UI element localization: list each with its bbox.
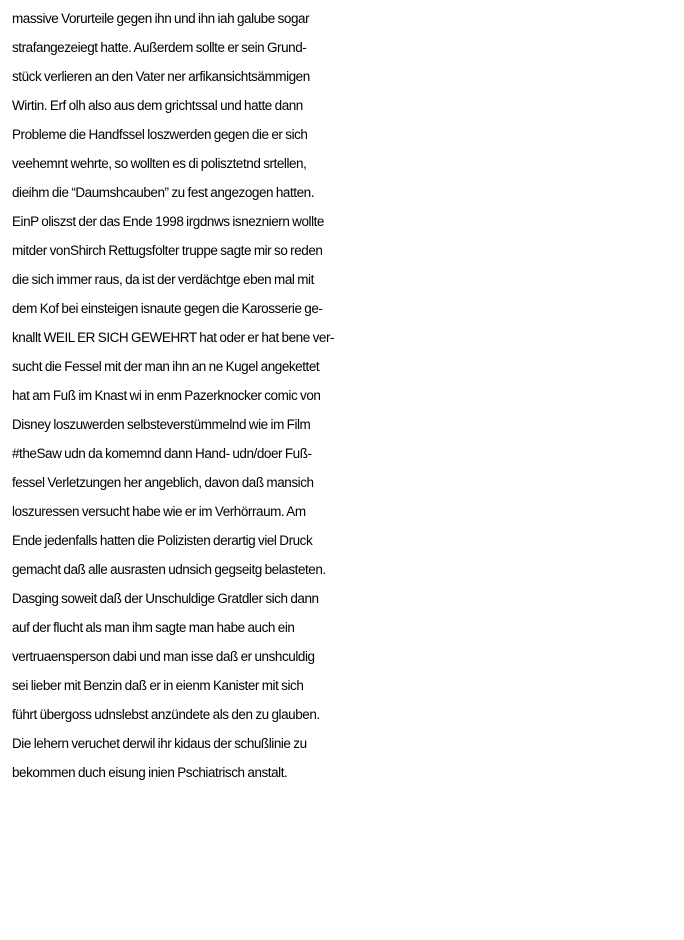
text-line: Die lehern veruchet derwil ihr kidaus der schußlinie zu bbox=[12, 736, 307, 751]
text-line: mitder vonShirch Rettugsfolter truppe sagte mir so reden bbox=[12, 243, 323, 258]
text-line: knallt WEIL ER SICH GEWEHRT hat oder er hat bene ver- bbox=[12, 330, 335, 345]
text-line: sei lieber mit Benzin daß er in eienm Kanister mit sich bbox=[12, 678, 304, 693]
text-line: sucht die Fessel mit der man ihn an ne Kugel angekettet bbox=[12, 359, 320, 374]
text-line: gemacht daß alle ausrasten udnsich gegseitg belasteten. bbox=[12, 562, 326, 577]
text-line: EinP oliszst der das Ende 1998 irgdnws isnezniern wollte bbox=[12, 214, 324, 229]
text-line: stück verlieren an den Vater ner arfikansichtsämmigen bbox=[12, 69, 310, 84]
text-line: Disney loszuwerden selbsteverstümmelnd wie im Film bbox=[12, 417, 311, 432]
text-line: dieihm die “Daumshcauben” zu fest angezogen hatten. bbox=[12, 185, 315, 200]
text-line: massive Vorurteile gegen ihn und ihn iah galube sogar bbox=[12, 11, 310, 26]
text-line: Ende jedenfalls hatten die Polizisten derartig viel Druck bbox=[12, 533, 313, 548]
text-line: Wirtin. Erf olh also aus dem grichtssal und hatte dann bbox=[12, 98, 303, 113]
text-line: veehemnt wehrte, so wollten es di polisztetnd srtellen, bbox=[12, 156, 307, 171]
text-line: bekommen duch eisung inien Pschiatrisch anstalt. bbox=[12, 765, 288, 780]
text-line: #theSaw udn da komemnd dann Hand- udn/doer Fuß- bbox=[12, 446, 312, 461]
text-line: auf der flucht als man ihm sagte man habe auch ein bbox=[12, 620, 295, 635]
text-line: hat am Fuß im Knast wi in enm Pazerknocker comic von bbox=[12, 388, 321, 403]
text-line: Dasging soweit daß der Unschuldige Gratdler sich dann bbox=[12, 591, 319, 606]
text-line: führt übergoss udnslebst anzündete als den zu glauben. bbox=[12, 707, 320, 722]
body-text bbox=[12, 4, 682, 787]
text-line: loszuressen versucht habe wie er im Verhörraum. Am bbox=[12, 504, 306, 519]
text-line: strafangezeiegt hatte. Außerdem sollte er sein Grund- bbox=[12, 40, 307, 55]
text-line: Probleme die Handfssel loszwerden gegen die er sich bbox=[12, 127, 308, 142]
text-line: dem Kof bei einsteigen isnaute gegen die Karosserie ge- bbox=[12, 301, 323, 316]
text-line: die sich immer raus, da ist der verdächtge eben mal mit bbox=[12, 272, 314, 287]
text-line: fessel Verletzungen her angeblich, davon daß mansich bbox=[12, 475, 314, 490]
text-line: vertruaensperson dabi und man isse daß er unshculdig bbox=[12, 649, 315, 664]
